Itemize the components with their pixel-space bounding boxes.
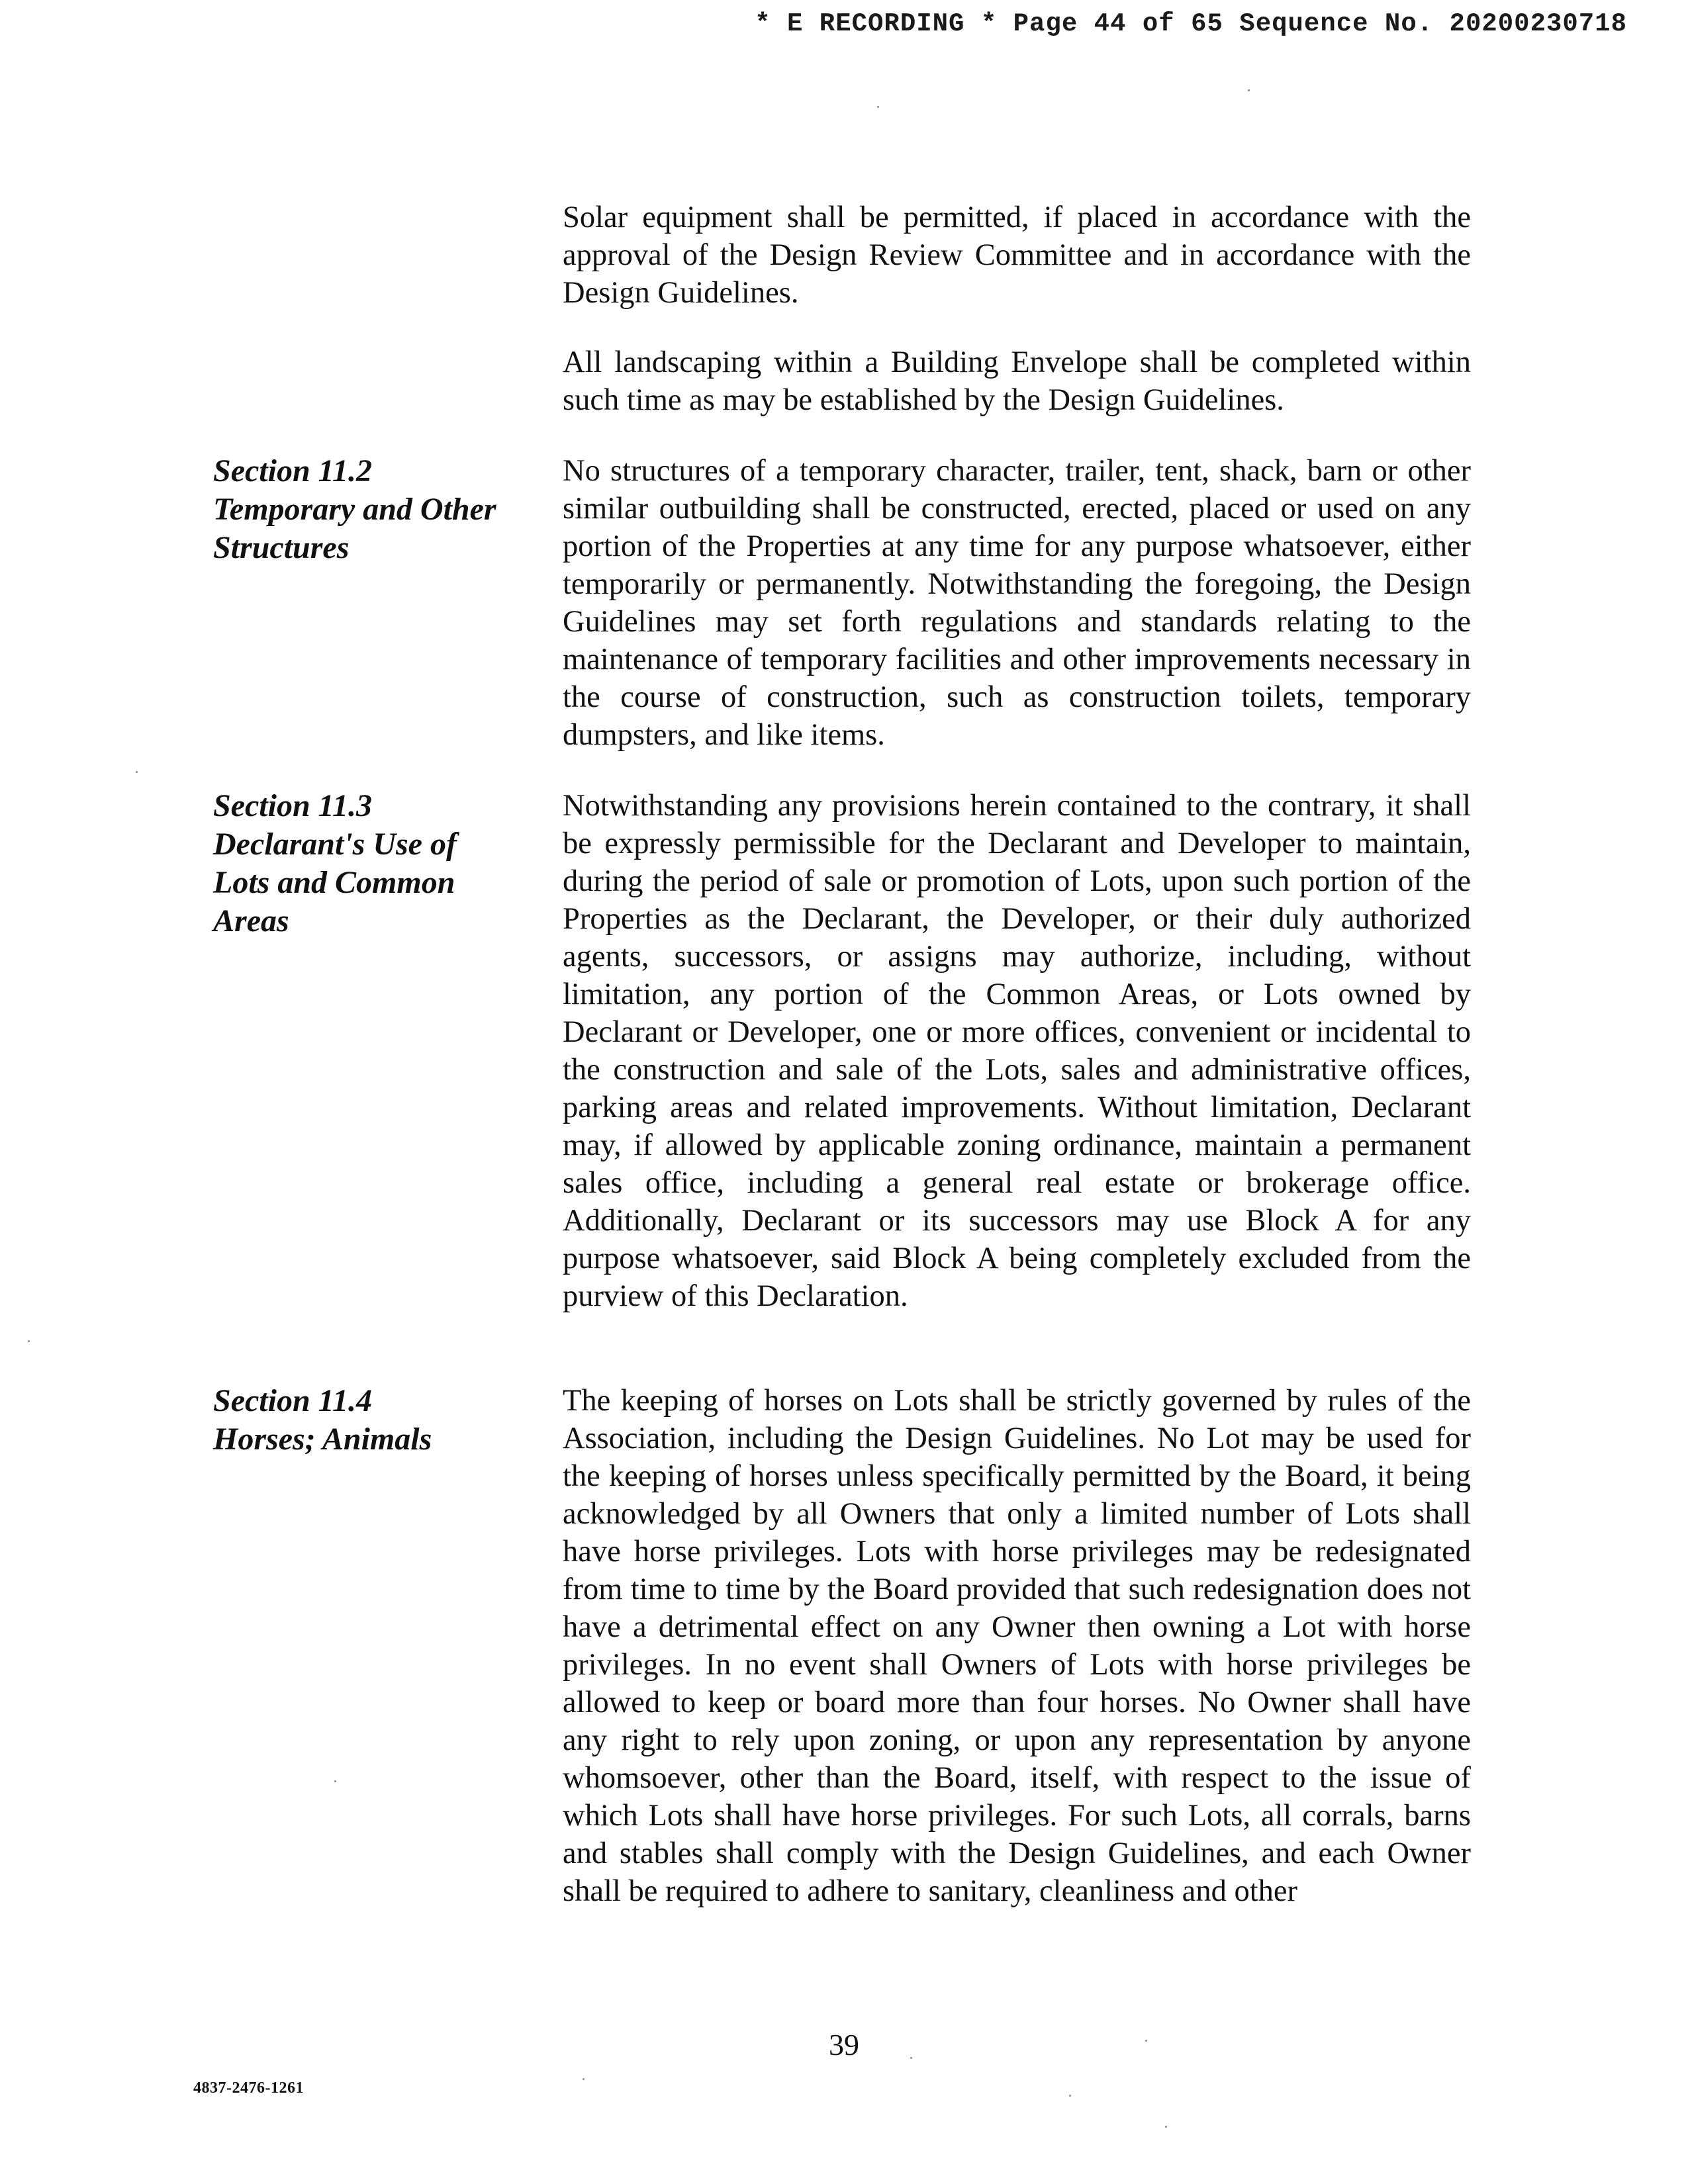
section-title-line: Temporary and Other (213, 492, 496, 527)
page-number: 39 (829, 2028, 859, 2062)
paragraph-landscaping: All landscaping within a Building Envelope shall be completed within such time as may be established by the Design Guidelines. (563, 345, 1471, 417)
section-title-line: Lots and Common (213, 865, 455, 900)
scan-speck (910, 2057, 912, 2059)
scan-speck (1145, 2040, 1147, 2042)
section-title-line: Areas (213, 903, 289, 938)
section-11-2-body: No structures of a temporary character, trailer, tent, shack, barn or other similar outbuilding shall be constructed, erected, placed or used on any portion of the Properties at any time for any purpose whatsoever, either temporarily or permanently. Notwithstanding the foregoing, the Design Guidelines may set forth regulations and standards relating to the maintenance of temporary facilities and other improvements necessary in the course of construction, such as construction toilets, temporary dumpsters, and like items. (563, 454, 1471, 752)
scan-speck (1248, 89, 1250, 91)
section-number: Section 11.4 (213, 1383, 373, 1418)
scan-speck (136, 771, 138, 773)
section-11-3-body: Notwithstanding any provisions herein contained to the contrary, it shall be expressly permissible for the Declarant and Developer to maintain, during the period of sale or promotion of Lots, upon such portion of the Properties as the Declarant, the Developer, or their duly authorized agents, successors, or assigns may authorize, including, without limitation, any portion of the Common Areas, or Lots owned by Declarant or Developer, one or more offices, convenient or incidental to the construction and sale of the Lots, sales and administrative offices, parking areas and related improvements. Without limitation, Declarant may, if allowed by applicable zoning ordinance, maintain a permanent sales office, including a general real estate or brokerage office. Additionally, Declarant or its successors may use Block A for any purpose whatsoever, said Block A being completely excluded from the purview of this Declaration. (563, 789, 1471, 1313)
section-11-4-heading (213, 1382, 531, 1459)
section-title-line: Declarant's Use of (213, 827, 457, 862)
section-11-2-heading (213, 452, 531, 567)
scan-speck (583, 2078, 585, 2080)
recording-header: * E RECORDING * Page 44 of 65 Sequence No. 20200230718 (755, 9, 1627, 38)
scan-speck (877, 106, 879, 108)
paragraph-solar-equipment: Solar equipment shall be permitted, if placed in accordance with the approval of the Design Review Committee and in accordance with the Design Guidelines. (563, 201, 1471, 310)
document-id: 4837-2476-1261 (193, 2079, 304, 2097)
section-title-line: Structures (213, 530, 350, 565)
section-title-line: Horses; Animals (213, 1422, 432, 1457)
scan-speck (28, 1340, 30, 1342)
section-number: Section 11.2 (213, 453, 373, 488)
section-11-3-heading (213, 787, 531, 940)
scan-speck (334, 1780, 336, 1782)
scan-speck (1069, 2095, 1071, 2097)
section-number: Section 11.3 (213, 788, 373, 823)
scan-speck (1165, 2126, 1167, 2128)
section-11-4-body: The keeping of horses on Lots shall be strictly governed by rules of the Association, including the Design Guidelines. No Lot may be used for the keeping of horses unless specifically permitted by the Board, it being acknowledged by all Owners that only a limited number of Lots shall have horse privileges. Lots with horse privileges may be redesignated from time to time by the Board provided that such redesignation does not have a detrimental effect on any Owner then owning a Lot with horse privileges. In no event shall Owners of Lots with horse privileges be allowed to keep or board more than four horses. No Owner shall have any right to rely upon zoning, or upon any representation by anyone whomsoever, other than the Board, itself, with respect to the issue of which Lots shall have horse privileges. For such Lots, all corrals, barns and stables shall comply with the Design Guidelines, and each Owner shall be required to adhere to sanitary, cleanliness and other (563, 1384, 1471, 1908)
